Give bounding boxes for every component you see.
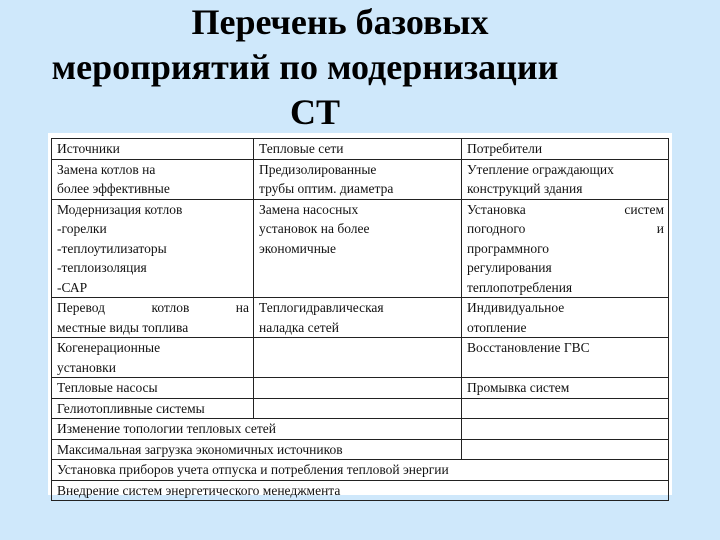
table-row	[52, 378, 669, 399]
cell-sources	[52, 378, 254, 399]
slide-title	[0, 0, 610, 135]
cell-text: Замена котлов на	[57, 161, 156, 177]
cell-text: Модернизация котлов	[57, 201, 183, 217]
span-cell: Максимальная загрузка экономичных источников	[52, 439, 462, 460]
cell-text: Промывка систем	[467, 380, 570, 395]
cell-consumers	[462, 298, 669, 338]
cell-text: теплопотребления	[467, 279, 573, 295]
cell-sources	[52, 159, 254, 199]
cell-consumers	[462, 199, 669, 298]
cell-consumers	[462, 419, 669, 440]
cell-text: отопление	[467, 319, 527, 335]
cell-networks	[254, 159, 462, 199]
title-line-1: Перечень базовых	[191, 2, 489, 42]
cell-text: наладка сетей	[259, 319, 339, 335]
cell-text: экономичные	[259, 240, 336, 256]
cell-text: погодного и	[467, 221, 664, 236]
cell-text: Индивидуальное	[467, 300, 565, 315]
table-row	[52, 419, 669, 440]
cell-text: -САР	[57, 279, 88, 295]
header-networks: Тепловые сети	[254, 139, 462, 160]
cell-text: -теплоизоляция	[57, 260, 147, 275]
cell-text: Когенерационные	[57, 340, 161, 355]
cell-consumers	[462, 439, 669, 460]
cell-text: установок на более	[259, 221, 370, 236]
table-row	[52, 439, 669, 460]
cell-consumers	[462, 338, 669, 378]
header-consumers: Потребители	[462, 139, 669, 160]
cell-text: регулирования	[467, 260, 552, 275]
span-cell: Внедрение систем энергетического менеджмента	[52, 480, 669, 501]
table-row	[52, 398, 669, 419]
cell-text: Теплогидравлическая	[259, 300, 384, 315]
cell-sources	[52, 199, 254, 298]
title-line-2: мероприятий по модернизации	[51, 47, 559, 87]
cell-text: Утепление ограждающих	[467, 161, 614, 177]
table-row	[52, 159, 669, 199]
header-sources: Источники	[52, 139, 254, 160]
cell-text: более эффективные	[57, 181, 170, 196]
cell-text: Установка систем	[467, 201, 664, 217]
cell-consumers	[462, 378, 669, 399]
cell-text: -теплоутилизаторы	[57, 240, 167, 256]
cell-consumers	[462, 398, 669, 419]
cell-networks	[254, 398, 462, 419]
title-line-3: СТ	[289, 92, 340, 132]
cell-text: Замена насосных	[259, 201, 359, 217]
table-row	[52, 460, 669, 481]
table-row	[52, 199, 669, 298]
cell-text: конструкций здания	[467, 181, 583, 196]
cell-sources	[52, 298, 254, 338]
cell-text: Тепловые насосы	[57, 380, 158, 395]
cell-text: Гелиотопливные системы	[57, 400, 205, 416]
cell-text: установки	[57, 359, 116, 375]
table-sheet	[48, 133, 672, 498]
table-row	[52, 480, 669, 501]
cell-text: программного	[467, 240, 550, 256]
cell-text: -горелки	[57, 221, 107, 236]
cell-consumers	[462, 159, 669, 199]
cell-networks	[254, 199, 462, 298]
cell-networks	[254, 338, 462, 378]
cell-networks	[254, 378, 462, 399]
cell-text: трубы оптим. диаметра	[259, 181, 394, 196]
cell-text: Предизолированные	[259, 161, 377, 177]
span-cell: Изменение топологии тепловых сетей	[52, 419, 462, 440]
cell-sources	[52, 398, 254, 419]
table-header-row	[52, 139, 669, 160]
table-row	[52, 338, 669, 378]
cell-sources	[52, 338, 254, 378]
cell-text: местные виды топлива	[57, 319, 189, 335]
measures-table	[51, 138, 669, 501]
cell-text: Перевод котлов на	[57, 300, 249, 315]
cell-text: Восстановление ГВС	[467, 340, 590, 355]
table-row	[52, 298, 669, 338]
span-cell: Установка приборов учета отпуска и потребления тепловой энергии	[52, 460, 669, 481]
cell-networks	[254, 298, 462, 338]
